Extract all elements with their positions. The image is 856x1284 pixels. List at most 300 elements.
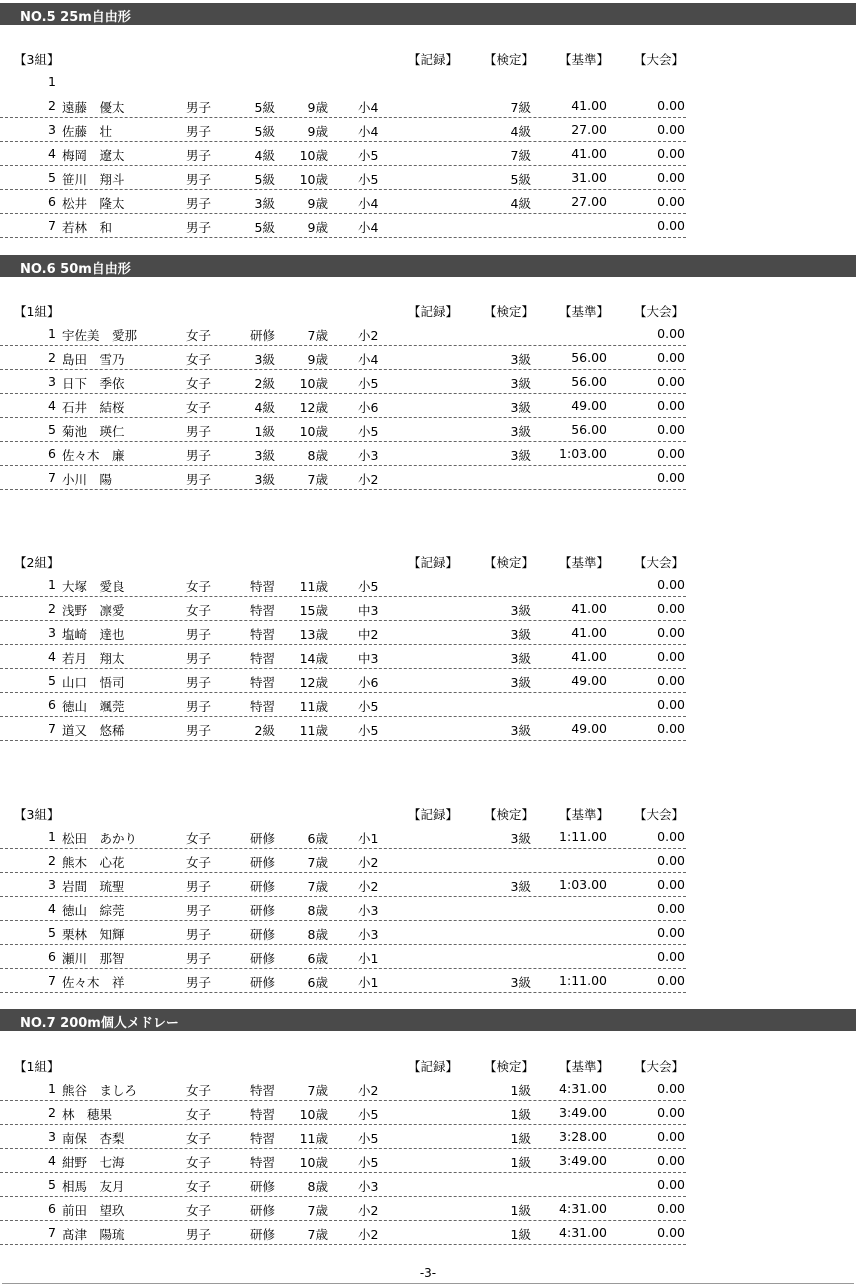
- swimmer-name: 徳山 綜莞: [62, 903, 125, 918]
- school-grade: 小4: [358, 100, 379, 115]
- level: 特習: [249, 1107, 275, 1122]
- kentei-value: 3級: [510, 723, 531, 738]
- kentei-value: 4級: [510, 124, 531, 139]
- gender: 女子: [186, 1107, 212, 1122]
- entry-number: 2: [48, 350, 56, 365]
- swimmer-name: 菊池 瑛仁: [62, 424, 125, 439]
- level: 研修: [249, 951, 275, 966]
- age: 11歳: [299, 699, 328, 714]
- taikai-time: 0.00: [657, 194, 685, 209]
- taikai-time: 0.00: [657, 218, 685, 233]
- level: 特習: [249, 699, 275, 714]
- taikai-header: 【大会】: [634, 304, 685, 319]
- gender: 男子: [186, 975, 212, 990]
- swimmer-name: 梅岡 遼太: [62, 148, 125, 163]
- entry-row: [0, 573, 686, 597]
- entry-row: [0, 1149, 686, 1173]
- level: 特習: [249, 579, 275, 594]
- entry-number: 1: [48, 326, 56, 341]
- entry-row: [0, 849, 686, 873]
- gender: 女子: [186, 1155, 212, 1170]
- group-header-row: [0, 805, 856, 823]
- taikai-time: 0.00: [657, 398, 685, 413]
- level: 特習: [249, 651, 275, 666]
- entry-row: [0, 166, 686, 190]
- kentei-header: 【検定】: [484, 304, 535, 319]
- age: 6歳: [307, 831, 328, 846]
- kentei-value: 7級: [510, 148, 531, 163]
- gender: 女子: [186, 352, 212, 367]
- level: 研修: [249, 831, 275, 846]
- kijun-time: 27.00: [571, 122, 607, 137]
- level: 2級: [254, 723, 275, 738]
- age: 10歳: [299, 148, 328, 163]
- kentei-value: 3級: [510, 448, 531, 463]
- taikai-time: 0.00: [657, 1129, 685, 1144]
- gender: 女子: [186, 1179, 212, 1194]
- kentei-header: 【検定】: [484, 555, 535, 570]
- entry-number: 6: [48, 1201, 56, 1216]
- gender: 男子: [186, 675, 212, 690]
- entry-number: 7: [48, 1225, 56, 1240]
- kentei-value: 1級: [510, 1155, 531, 1170]
- taikai-time: 0.00: [657, 1153, 685, 1168]
- level: 5級: [254, 220, 275, 235]
- swimmer-name: 栗林 知輝: [62, 927, 125, 942]
- swimmer-name: 佐藤 壮: [62, 124, 113, 139]
- taikai-time: 0.00: [657, 470, 685, 485]
- age: 11歳: [299, 1131, 328, 1146]
- kijun-time: 1:03.00: [559, 877, 607, 892]
- kijun-time: 3:49.00: [559, 1105, 607, 1120]
- swimmer-name: 熊木 心花: [62, 855, 125, 870]
- level: 研修: [249, 1227, 275, 1242]
- age: 12歳: [299, 400, 328, 415]
- taikai-time: 0.00: [657, 601, 685, 616]
- school-grade: 小5: [358, 723, 379, 738]
- taikai-time: 0.00: [657, 422, 685, 437]
- kentei-value: 3級: [510, 352, 531, 367]
- level: 1級: [254, 424, 275, 439]
- school-grade: 小5: [358, 579, 379, 594]
- kijun-header: 【基準】: [559, 807, 610, 822]
- kentei-value: 1級: [510, 1131, 531, 1146]
- age: 7歳: [307, 1203, 328, 1218]
- school-grade: 小4: [358, 220, 379, 235]
- kijun-time: 4:31.00: [559, 1201, 607, 1216]
- school-grade: 小6: [358, 675, 379, 690]
- kijun-time: 49.00: [571, 398, 607, 413]
- kijun-time: 1:11.00: [559, 973, 607, 988]
- taikai-time: 0.00: [657, 901, 685, 916]
- taikai-time: 0.00: [657, 697, 685, 712]
- gender: 男子: [186, 879, 212, 894]
- entry-number: 3: [48, 1129, 56, 1144]
- gender: 男子: [186, 100, 212, 115]
- age: 8歳: [307, 927, 328, 942]
- school-grade: 小2: [358, 472, 379, 487]
- entry-number: 4: [48, 146, 56, 161]
- taikai-time: 0.00: [657, 721, 685, 736]
- taikai-time: 0.00: [657, 877, 685, 892]
- gender: 男子: [186, 424, 212, 439]
- swimmer-name: 日下 季依: [62, 376, 125, 391]
- record-header: 【記録】: [408, 304, 459, 319]
- swimmer-name: 岩間 琉聖: [62, 879, 125, 894]
- age: 9歳: [307, 124, 328, 139]
- school-grade: 小5: [358, 172, 379, 187]
- entry-row: [0, 94, 686, 118]
- taikai-header: 【大会】: [634, 52, 685, 67]
- school-grade: 小3: [358, 448, 379, 463]
- entry-row: [0, 669, 686, 693]
- kentei-value: 1級: [510, 1107, 531, 1122]
- group-header-row: [0, 553, 856, 571]
- kentei-value: 3級: [510, 831, 531, 846]
- age: 9歳: [307, 220, 328, 235]
- entry-number: 4: [48, 398, 56, 413]
- age: 9歳: [307, 196, 328, 211]
- age: 7歳: [307, 1083, 328, 1098]
- school-grade: 小3: [358, 1179, 379, 1194]
- entry-number: 5: [48, 925, 56, 940]
- swimmer-name: 佐々木 廉: [62, 448, 125, 463]
- entry-row: [0, 1221, 686, 1245]
- age: 10歳: [299, 376, 328, 391]
- gender: 男子: [186, 148, 212, 163]
- swimmer-name: 相馬 友月: [62, 1179, 125, 1194]
- entry-row: [0, 693, 686, 717]
- level: 研修: [249, 328, 275, 343]
- event-header-no7: [0, 1009, 856, 1031]
- taikai-header: 【大会】: [634, 555, 685, 570]
- level: 2級: [254, 376, 275, 391]
- school-grade: 小2: [358, 879, 379, 894]
- swimmer-name: 髙津 陽琉: [62, 1227, 125, 1242]
- level: 特習: [249, 1131, 275, 1146]
- gender: 男子: [186, 196, 212, 211]
- school-grade: 小2: [358, 855, 379, 870]
- kijun-time: 41.00: [571, 625, 607, 640]
- taikai-time: 0.00: [657, 1105, 685, 1120]
- entry-number: 2: [48, 601, 56, 616]
- level: 研修: [249, 975, 275, 990]
- level: 5級: [254, 172, 275, 187]
- taikai-header: 【大会】: [634, 1059, 685, 1074]
- entry-row: [0, 825, 686, 849]
- entry-number: 5: [48, 170, 56, 185]
- taikai-time: 0.00: [657, 1225, 685, 1240]
- gender: 男子: [186, 651, 212, 666]
- kijun-time: 41.00: [571, 98, 607, 113]
- swimmer-name: 林 穂果: [62, 1107, 113, 1122]
- record-header: 【記録】: [408, 555, 459, 570]
- gender: 男子: [186, 172, 212, 187]
- age: 9歳: [307, 100, 328, 115]
- kijun-time: 1:03.00: [559, 446, 607, 461]
- entry-row: [0, 346, 686, 370]
- school-grade: 小4: [358, 352, 379, 367]
- gender: 男子: [186, 1227, 212, 1242]
- taikai-time: 0.00: [657, 1177, 685, 1192]
- page-number: -3-: [419, 1266, 437, 1280]
- gender: 男子: [186, 627, 212, 642]
- school-grade: 小1: [358, 831, 379, 846]
- school-grade: 小2: [358, 1203, 379, 1218]
- gender: 女子: [186, 328, 212, 343]
- event-title: NO.7 200m個人メドレー: [20, 1016, 179, 1031]
- entry-number: 3: [48, 374, 56, 389]
- taikai-time: 0.00: [657, 146, 685, 161]
- swimmer-name: 瀬川 那智: [62, 951, 125, 966]
- entry-number: 7: [48, 218, 56, 233]
- swimmer-name: 松田 あかり: [62, 831, 138, 846]
- entry-row: [0, 1101, 686, 1125]
- school-grade: 小5: [358, 699, 379, 714]
- entry-row: [0, 621, 686, 645]
- level: 4級: [254, 400, 275, 415]
- taikai-time: 0.00: [657, 673, 685, 688]
- group-label: 【3組】: [14, 807, 60, 822]
- kentei-header: 【検定】: [484, 807, 535, 822]
- taikai-time: 0.00: [657, 326, 685, 341]
- swimmer-name: 遠藤 優太: [62, 100, 125, 115]
- gender: 男子: [186, 220, 212, 235]
- swimmer-name: 紺野 七海: [62, 1155, 125, 1170]
- kijun-time: 3:49.00: [559, 1153, 607, 1168]
- level: 研修: [249, 903, 275, 918]
- kentei-value: 3級: [510, 376, 531, 391]
- entry-number: 2: [48, 98, 56, 113]
- kijun-time: 56.00: [571, 422, 607, 437]
- gender: 女子: [186, 831, 212, 846]
- entry-number: 1: [48, 74, 56, 89]
- kentei-value: 3級: [510, 975, 531, 990]
- swimmer-name: 浅野 凛愛: [62, 603, 125, 618]
- school-grade: 小5: [358, 1131, 379, 1146]
- entry-row: [0, 418, 686, 442]
- entry-number: 4: [48, 1153, 56, 1168]
- event-header-no5: [0, 3, 856, 25]
- entry-number: 3: [48, 625, 56, 640]
- entry-number: 7: [48, 721, 56, 736]
- entry-number: 7: [48, 973, 56, 988]
- taikai-time: 0.00: [657, 1201, 685, 1216]
- kijun-header: 【基準】: [559, 1059, 610, 1074]
- entry-row: [0, 1077, 686, 1101]
- kijun-time: 49.00: [571, 673, 607, 688]
- group-label: 【1組】: [14, 1059, 60, 1074]
- kentei-value: 3級: [510, 400, 531, 415]
- kentei-value: 3級: [510, 675, 531, 690]
- entry-number: 1: [48, 577, 56, 592]
- swimmer-name: 宇佐美 愛那: [62, 328, 138, 343]
- entry-row: [0, 945, 686, 969]
- entry-row: [0, 645, 686, 669]
- kijun-header: 【基準】: [559, 52, 610, 67]
- entry-row: [0, 214, 686, 238]
- taikai-time: 0.00: [657, 649, 685, 664]
- kijun-time: 56.00: [571, 350, 607, 365]
- school-grade: 小1: [358, 975, 379, 990]
- swimmer-name: 前田 望玖: [62, 1203, 125, 1218]
- kijun-header: 【基準】: [559, 304, 610, 319]
- entry-number: 3: [48, 877, 56, 892]
- kentei-value: 3級: [510, 879, 531, 894]
- kijun-time: 41.00: [571, 146, 607, 161]
- school-grade: 小5: [358, 1155, 379, 1170]
- taikai-time: 0.00: [657, 577, 685, 592]
- age: 6歳: [307, 975, 328, 990]
- school-grade: 小2: [358, 1083, 379, 1098]
- kentei-header: 【検定】: [484, 52, 535, 67]
- kentei-value: 4級: [510, 196, 531, 211]
- kentei-value: 1級: [510, 1083, 531, 1098]
- age: 10歳: [299, 1155, 328, 1170]
- taikai-time: 0.00: [657, 446, 685, 461]
- taikai-time: 0.00: [657, 853, 685, 868]
- entry-number: 6: [48, 194, 56, 209]
- gender: 男子: [186, 699, 212, 714]
- kijun-time: 3:28.00: [559, 1129, 607, 1144]
- taikai-time: 0.00: [657, 170, 685, 185]
- entry-row: [0, 969, 686, 993]
- level: 研修: [249, 1203, 275, 1218]
- record-header: 【記録】: [408, 52, 459, 67]
- entry-number: 4: [48, 649, 56, 664]
- swimmer-name: 山口 悟司: [62, 675, 125, 690]
- age: 11歳: [299, 579, 328, 594]
- taikai-time: 0.00: [657, 122, 685, 137]
- age: 6歳: [307, 951, 328, 966]
- entry-number: 6: [48, 949, 56, 964]
- age: 10歳: [299, 172, 328, 187]
- taikai-time: 0.00: [657, 829, 685, 844]
- entry-row: [0, 897, 686, 921]
- level: 研修: [249, 879, 275, 894]
- entry-row: [0, 142, 686, 166]
- entry-row: [0, 322, 686, 346]
- age: 12歳: [299, 675, 328, 690]
- entry-row: [0, 190, 686, 214]
- entry-number: 5: [48, 1177, 56, 1192]
- taikai-time: 0.00: [657, 374, 685, 389]
- age: 7歳: [307, 472, 328, 487]
- entry-row: [0, 1173, 686, 1197]
- gender: 男子: [186, 927, 212, 942]
- age: 14歳: [299, 651, 328, 666]
- school-grade: 中2: [358, 627, 379, 642]
- kentei-header: 【検定】: [484, 1059, 535, 1074]
- group-header-row: [0, 50, 856, 68]
- school-grade: 小2: [358, 328, 379, 343]
- swimmer-name: 若林 和: [62, 220, 113, 235]
- school-grade: 小2: [358, 1227, 379, 1242]
- kentei-value: 3級: [510, 651, 531, 666]
- gender: 女子: [186, 376, 212, 391]
- age: 7歳: [307, 1227, 328, 1242]
- age: 8歳: [307, 903, 328, 918]
- entry-row: [0, 118, 686, 142]
- school-grade: 小3: [358, 927, 379, 942]
- kijun-time: 41.00: [571, 601, 607, 616]
- level: 5級: [254, 124, 275, 139]
- gender: 男子: [186, 903, 212, 918]
- group-header-row: [0, 302, 856, 320]
- kentei-value: 3級: [510, 603, 531, 618]
- level: 3級: [254, 352, 275, 367]
- entry-row: [0, 873, 686, 897]
- entry-row: [0, 394, 686, 418]
- group-label: 【1組】: [14, 304, 60, 319]
- school-grade: 小5: [358, 1107, 379, 1122]
- level: 5級: [254, 100, 275, 115]
- taikai-time: 0.00: [657, 949, 685, 964]
- entry-number: 1: [48, 829, 56, 844]
- level: 特習: [249, 1155, 275, 1170]
- age: 8歳: [307, 1179, 328, 1194]
- entry-row: [0, 1197, 686, 1221]
- school-grade: 小4: [358, 124, 379, 139]
- gender: 女子: [186, 855, 212, 870]
- swimmer-name: 若月 翔太: [62, 651, 125, 666]
- gender: 男子: [186, 124, 212, 139]
- gender: 男子: [186, 723, 212, 738]
- kentei-value: 5級: [510, 172, 531, 187]
- school-grade: 小3: [358, 903, 379, 918]
- school-grade: 小5: [358, 376, 379, 391]
- kijun-time: 41.00: [571, 649, 607, 664]
- age: 15歳: [299, 603, 328, 618]
- entry-number: 7: [48, 470, 56, 485]
- school-grade: 小1: [358, 951, 379, 966]
- kijun-time: 4:31.00: [559, 1225, 607, 1240]
- school-grade: 小4: [358, 196, 379, 211]
- taikai-time: 0.00: [657, 1081, 685, 1096]
- kijun-time: 1:11.00: [559, 829, 607, 844]
- kentei-value: 3級: [510, 424, 531, 439]
- school-grade: 中3: [358, 603, 379, 618]
- swimmer-name: 佐々木 祥: [62, 975, 125, 990]
- age: 10歳: [299, 1107, 328, 1122]
- entry-row: [0, 597, 686, 621]
- entry-number: 5: [48, 422, 56, 437]
- gender: 女子: [186, 1083, 212, 1098]
- level: 3級: [254, 472, 275, 487]
- gender: 女子: [186, 603, 212, 618]
- event-title: NO.5 25m自由形: [20, 10, 131, 25]
- entry-number: 4: [48, 901, 56, 916]
- swimmer-name: 塩崎 達也: [62, 627, 125, 642]
- level: 研修: [249, 927, 275, 942]
- kentei-value: 7級: [510, 100, 531, 115]
- gender: 男子: [186, 472, 212, 487]
- level: 特習: [249, 675, 275, 690]
- kijun-header: 【基準】: [559, 555, 610, 570]
- record-header: 【記録】: [408, 1059, 459, 1074]
- record-header: 【記録】: [408, 807, 459, 822]
- school-grade: 中3: [358, 651, 379, 666]
- swimmer-name: 徳山 颯莞: [62, 699, 125, 714]
- school-grade: 小6: [358, 400, 379, 415]
- gender: 女子: [186, 1203, 212, 1218]
- taikai-time: 0.00: [657, 98, 685, 113]
- swimmer-name: 島田 雪乃: [62, 352, 125, 367]
- entry-number: 6: [48, 446, 56, 461]
- swimmer-name: 小川 陽: [62, 472, 113, 487]
- swimmer-name: 松井 隆太: [62, 196, 125, 211]
- gender: 男子: [186, 951, 212, 966]
